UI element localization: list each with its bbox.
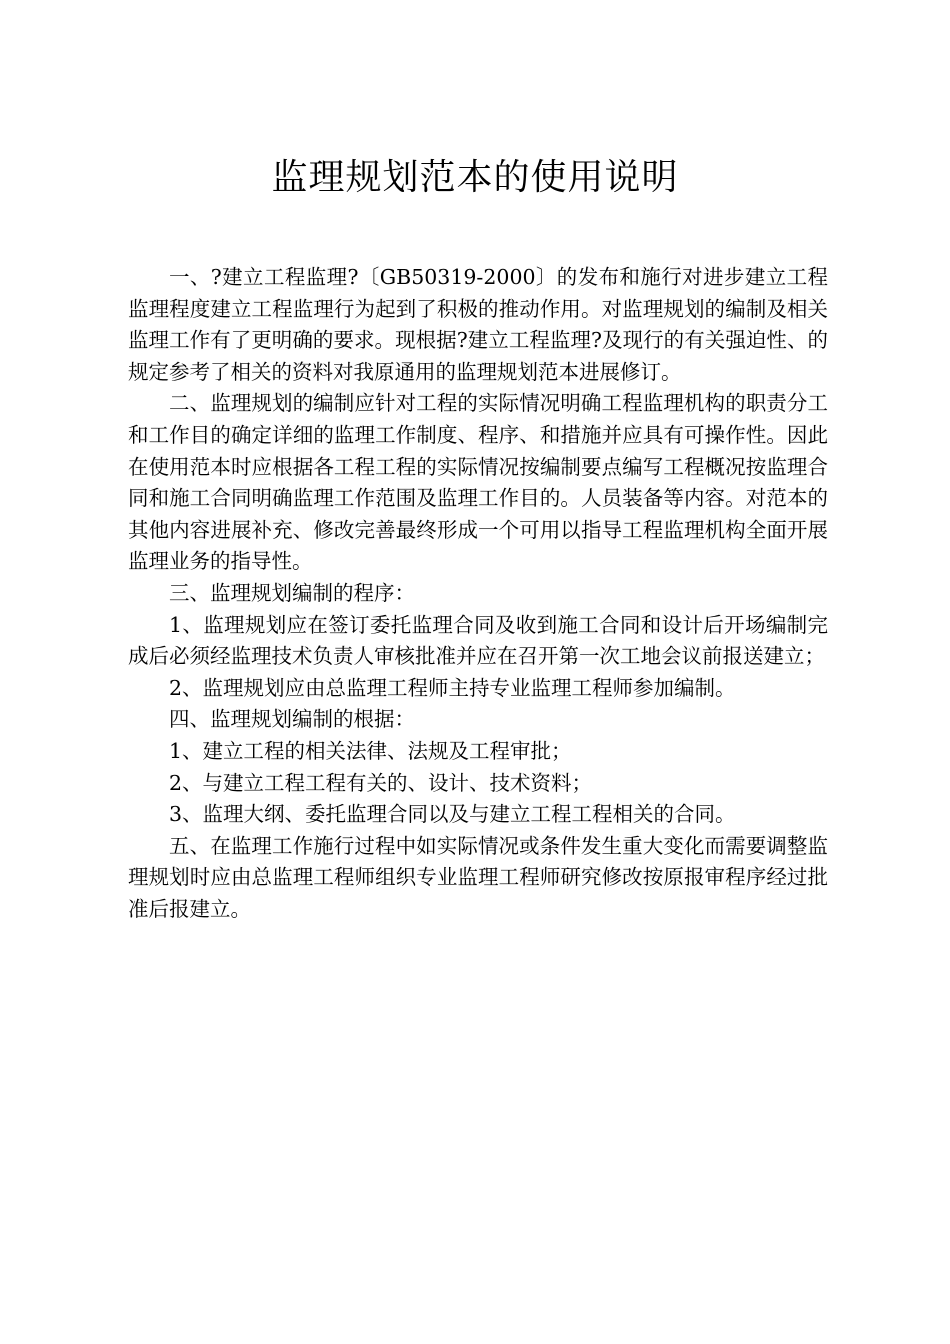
document-body <box>128 262 828 925</box>
paragraph-8: 2、与建立工程工程有关的、设计、技术资料； <box>169 770 593 795</box>
paragraph-2: 二、监理规划的编制应针对工程的实际情况明确工程监理机构的职责分工和工作目的确定详细的监理工作制度、程序、和措施并应具有可操作性。因此在使用范本时应根据各工程工程的实际情况按编制要点编写工程概况按监理合同和施工合同明确监理工作范围及监理工作目的。人员装备等内容。对范本的其他内容进展补充、修改完善最终形成一个可用以指导工程监理机构全面开展监理业务的指导性。 <box>128 391 828 574</box>
paragraph-6: 四、监理规划编制的根据： <box>169 707 415 732</box>
paragraph-1: 一、?建立工程监理?〔GB50319-2000〕的发布和施行对进步建立工程监理程度建立工程监理行为起到了积极的推动作用。对监理规划的编制及相关监理工作有了更明确的要求。现根据?建立工程监理?及现行的有关强迫性、的规定参考了相关的资料对我原通用的监理规划范本进展修订。 <box>128 265 828 384</box>
paragraph-5: 2、监理规划应由总监理工程师主持专业监理工程师参加编制。 <box>169 675 736 700</box>
page-title: 监理规划范本的使用说明 <box>271 157 679 198</box>
paragraph-4: 1、监理规划应在签订委托监理合同及收到施工合同和设计后开场编制完成后必须经监理技术负责人审核批准并应在召开第一次工地会议前报送建立； <box>128 612 828 669</box>
paragraph-9: 3、监理大纲、委托监理合同以及与建立工程工程相关的合同。 <box>169 802 736 827</box>
paragraph-10: 五、在监理工作施行过程中如实际情况或条件发生重大变化而需要调整监理规划时应由总监理工程师组织专业监理工程师研究修改按原报审程序经过批准后报建立。 <box>128 833 828 921</box>
paragraph-7: 1、建立工程的相关法律、法规及工程审批； <box>169 738 572 763</box>
paragraph-3: 三、监理规划编制的程序： <box>169 580 415 605</box>
